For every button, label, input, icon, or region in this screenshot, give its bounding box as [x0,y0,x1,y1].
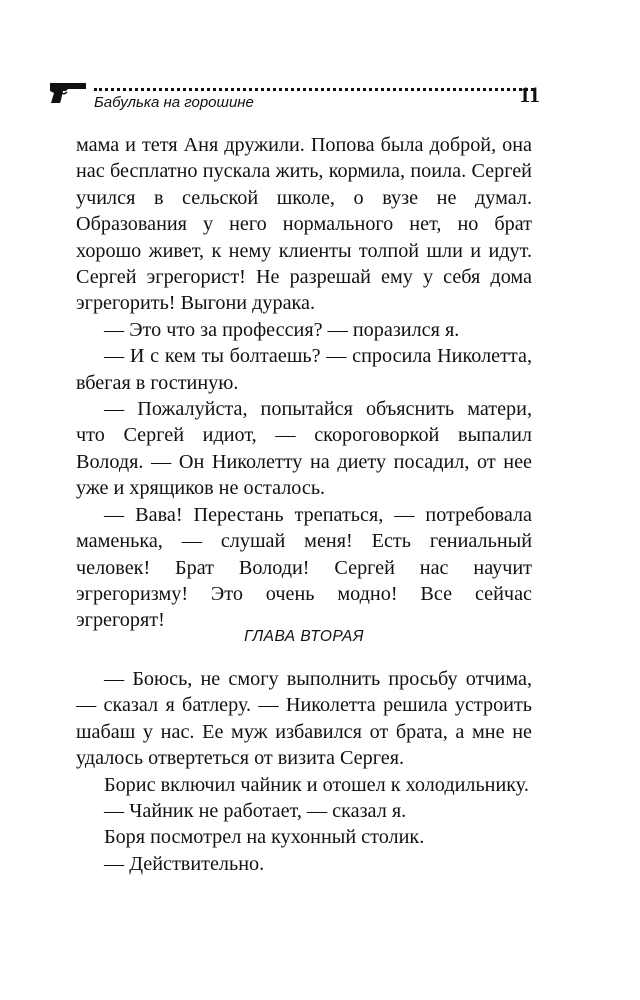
paragraph: Боря посмотрел на кухонный столик. [104,826,425,849]
paragraph: Борис включил чайник и отошел к холодильнику. [104,773,529,796]
chapter-title: ГЛАВА ВТОРАЯ [244,628,364,645]
body-text-section-1 [76,132,532,634]
paragraph: мама и тетя Аня дружили. Попова была доброй, она нас бесплатно пускала жить, кормила, поила. Сергей учился в сельской школе, о вузе не думал. Образования у него нормального нет, но брат хорошо живет, к нему клиенты толпой шли и идут. Сергей эгрегорист! Не разрешай ему у себя дома эгрегорить! Выгони дурака. [76,134,532,315]
header-dotted-rule [94,88,534,91]
paragraph: — Пожалуйста, попытайся объяснить матери, что Сергей идиот, — скороговоркой выпалил Володя. — Он Николетту на диету посадил, от нее уже и хрящиков не осталось. [76,398,532,500]
body-text-section-2 [76,666,532,877]
paragraph: — Чайник не работает, — сказал я. [104,800,407,823]
page-header [46,78,540,118]
paragraph: — Вава! Перестань трепаться, — потребовала маменька, — слушай меня! Есть гениальный человек! Брат Володи! Сергей нас научит эгрегоризму! Это очень модно! Все сейчас эгрегорят! [76,503,532,632]
page-number: 11 [519,82,540,107]
paragraph: — И с кем ты болтаешь? — спросила Николетта, вбегая в гостиную. [76,345,532,394]
running-title: Бабулька на горошине [94,94,254,111]
paragraph: — Действительно. [104,852,265,875]
paragraph: — Это что за профессия? — поразился я. [104,318,460,341]
pistol-icon [46,80,88,104]
paragraph: — Боюсь, не смогу выполнить просьбу отчима, — сказал я батлеру. — Николетта решила устроить шабаш у нас. Ее муж избавился от брата, а мне не удалось отвертеться от визита Сергея. [76,668,532,770]
